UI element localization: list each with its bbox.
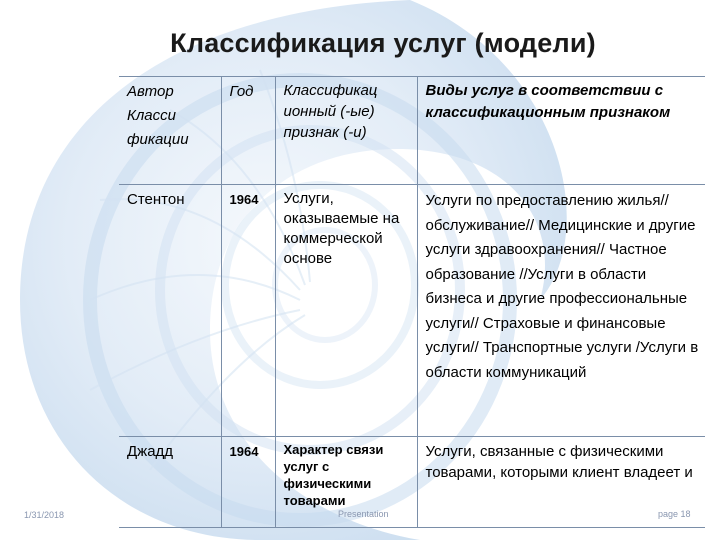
cell-author: Стентон — [119, 185, 221, 437]
footer-date: 1/31/2018 — [24, 510, 65, 520]
cell-types: Услуги по предоставлению жилья// обслуживание// Медицинские и другие услуги здравоохранения// Частное образование //Услуги в области бизнеса и другие профессиональные услуги// Страховые и финансовые услуги// Транспортные услуги /Услуги в области коммуникаций — [417, 185, 705, 437]
header-criterion: Классификац ионный (-ые) признак (-и) — [275, 77, 417, 185]
classification-table — [119, 76, 705, 518]
header-year: Год — [221, 77, 275, 185]
table-row — [119, 437, 705, 528]
header-types: Виды услуг в соответствии с классификационным признаком — [417, 77, 705, 185]
cell-criterion: Услуги, оказываемые на коммерческой основе — [275, 185, 417, 437]
cell-criterion: Характер связи услуг с физическими товарами — [275, 437, 417, 528]
cell-year: 1964 — [221, 185, 275, 437]
slide-title: Классификация услуг (модели) — [170, 28, 596, 58]
footer-center-label: Presentation — [338, 509, 389, 519]
header-author: Автор Класси фикации — [119, 77, 221, 185]
cell-author: Джадд — [119, 437, 221, 528]
footer-page-number: page 18 — [658, 509, 691, 519]
cell-year: 1964 — [221, 437, 275, 528]
table-row — [119, 185, 705, 437]
table-header-row — [119, 77, 705, 185]
cell-types: Услуги, связанные с физическими товарами, которыми клиент владеет и — [417, 437, 705, 528]
